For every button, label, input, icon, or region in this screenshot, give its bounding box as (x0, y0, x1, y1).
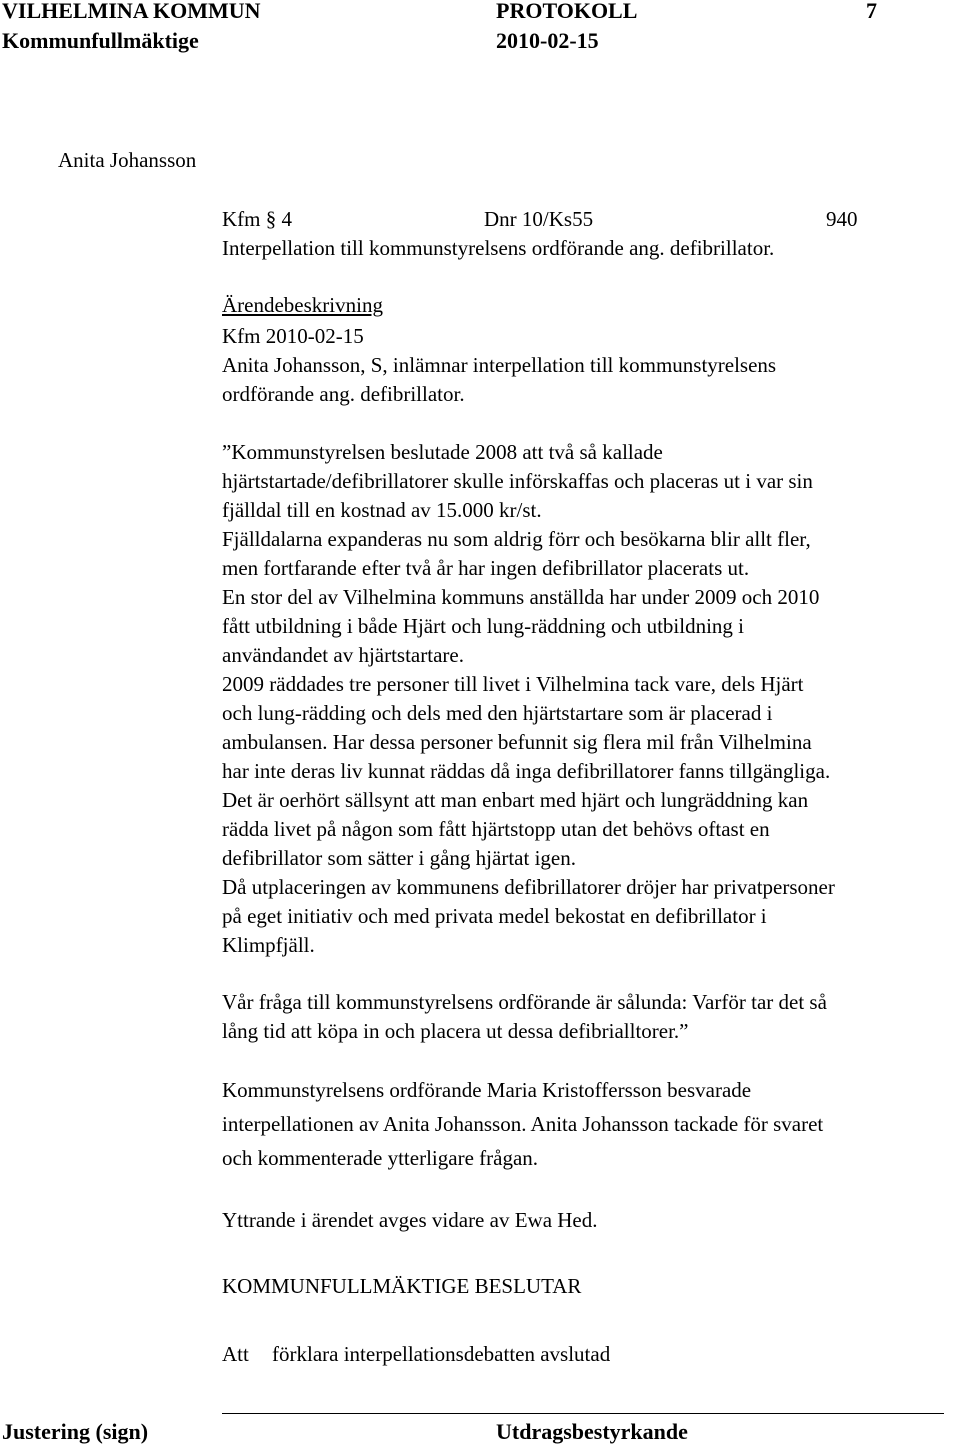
signature-rule (222, 1413, 944, 1414)
description-line: Kfm 2010-02-15 (222, 324, 364, 348)
quote-line: fått utbildning i både Hjärt och lung-räddning och utbildning i (222, 614, 744, 638)
quote-line: men fortfarande efter två år har ingen defibrillator placerats ut. (222, 556, 750, 580)
quote-line: Fjälldalarna expanderas nu som aldrig förr och besökarna blir allt fler, (222, 527, 811, 551)
answer-paragraph (222, 1073, 823, 1175)
quote-line: Det är oerhört sällsynt att man enbart med hjärt och lungräddning kan (222, 788, 809, 812)
description-line: ordförande ang. defibrillator. (222, 382, 465, 406)
quote-line: på eget initiativ och med privata medel bekostat en defibrillator i (222, 904, 767, 928)
footer-justering: Justering (sign) (2, 1419, 149, 1444)
header-org: VILHELMINA KOMMUN (2, 0, 261, 23)
quote-line: ambulansen. Har dessa personer befunnit sig flera mil från Vilhelmina (222, 730, 812, 754)
quote-line: användandet av hjärtstartare. (222, 643, 464, 667)
footer-utdrag: Utdragsbestyrkande (496, 1419, 688, 1444)
quote-line: En stor del av Vilhelmina kommuns anställda har under 2009 och 2010 (222, 585, 820, 609)
page-number: 7 (866, 0, 877, 23)
header-body: Kommunfullmäktige (2, 28, 199, 53)
quote-line: ”Kommunstyrelsen beslutade 2008 att två så kallade (222, 440, 663, 464)
interpellation-quote (222, 438, 835, 960)
case-title: Interpellation till kommunstyrelsens ordförande ang. defibrillator. (222, 236, 775, 260)
description-heading: Ärendebeskrivning (222, 293, 383, 317)
quote-line: hjärtstartade/defibrillatorer skulle införskaffas och placeras ut i var sin (222, 469, 813, 493)
quote-line: Då utplaceringen av kommunens defibrillatorer dröjer har privatpersoner (222, 875, 835, 899)
case-kfm: Kfm § 4 (222, 207, 292, 231)
quote-line: har inte deras liv kunnat räddas då inga defibrillatorer fanns tillgängliga. (222, 759, 831, 783)
quote-line: och lung-rädding och dels med den hjärtstartare som är placerad i (222, 701, 773, 725)
answer-line: Kommunstyrelsens ordförande Maria Kristoffersson besvarade (222, 1078, 752, 1102)
decision-heading: KOMMUNFULLMÄKTIGE BESLUTAR (222, 1274, 582, 1298)
description-line: Anita Johansson, S, inlämnar interpellation till kommunstyrelsens (222, 353, 777, 377)
quote-line: rädda livet på någon som fått hjärtstopp utan det behövs oftast en (222, 817, 770, 841)
margin-name: Anita Johansson (58, 148, 197, 172)
header-doc-type: PROTOKOLL (496, 0, 638, 23)
quote-line: defibrillator som sätter i gång hjärtat igen. (222, 846, 576, 870)
statement: Yttrande i ärendet avges vidare av Ewa Hed. (222, 1208, 598, 1232)
decision-att: Att (222, 1342, 249, 1366)
answer-line: interpellationen av Anita Johansson. Anita Johansson tackade för svaret (222, 1112, 824, 1136)
quote-line: fjälldal till en kostnad av 15.000 kr/st. (222, 498, 542, 522)
interpellation-question (222, 988, 827, 1046)
question-line: lång tid att köpa in och placera ut dessa defibrialltorer.” (222, 1019, 689, 1043)
quote-line: Klimpfjäll. (222, 933, 315, 957)
case-dnr: Dnr 10/Ks55 (484, 207, 594, 231)
quote-line: 2009 räddades tre personer till livet i Vilhelmina tack vare, dels Hjärt (222, 672, 804, 696)
case-code: 940 (826, 207, 858, 231)
question-line: Vår fråga till kommunstyrelsens ordförande är sålunda: Varför tar det så (222, 990, 827, 1014)
decision-text: förklara interpellationsdebatten avslutad (272, 1342, 611, 1366)
answer-line: och kommenterade ytterligare frågan. (222, 1146, 539, 1170)
description-body (222, 322, 776, 409)
header-date: 2010-02-15 (496, 28, 599, 53)
